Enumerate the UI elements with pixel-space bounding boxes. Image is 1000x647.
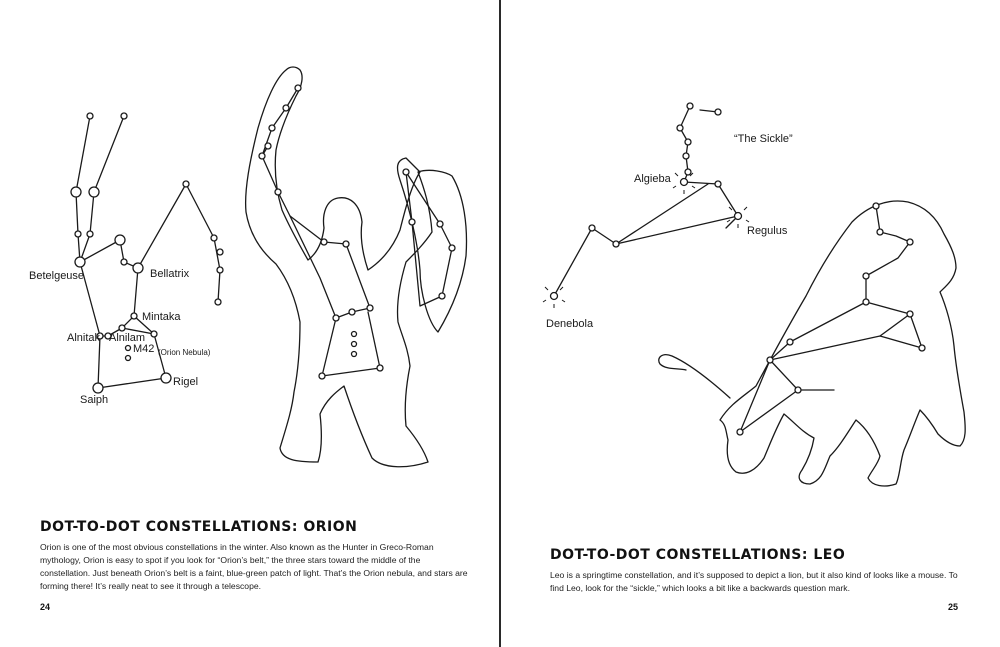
orion-heading: DOT-TO-DOT CONSTELLATIONS: ORION (40, 519, 358, 535)
lion-silhouette (720, 201, 965, 486)
label-m42: M42 (133, 343, 155, 355)
label-bellatrix: Bellatrix (150, 268, 190, 280)
leo-heading: DOT-TO-DOT CONSTELLATIONS: LEO (550, 547, 846, 563)
page-number-right: 25 (948, 602, 959, 612)
label-saiph: Saiph (80, 394, 109, 406)
label-m42-note: (Orion Nebula) (158, 348, 211, 357)
right-page (500, 0, 1000, 647)
leo-body-text: Leo is a springtime constellation, and it’s supposed to depict a lion, but it also kind of looks like a mouse. To find Leo, look for the “sickle,” which looks a bit like a backwards question mark. (550, 570, 958, 593)
orion-body-text: Orion is one of the most obvious constellations in the winter. Also known as the Hunter in Greco-Roman mythology, Orion is easy to spot if you look for “Orion’s belt,” the three stars toward the middle of the constellation. Just beneath Orion’s belt is a faint, blue-green patch of light. That’s the Orion nebula, and stars are forming there! It’s really neat to see it through a telescope. (40, 542, 468, 591)
label-alnitak: Alnitak (67, 332, 101, 344)
label-denebola: Denebola (546, 318, 594, 330)
page-number-left: 24 (40, 602, 51, 612)
label-alnilam: Alnilam (109, 332, 146, 344)
label-betelgeuse: Betelgeuse (29, 270, 85, 282)
label-regulus: Regulus (747, 225, 788, 237)
label-rigel: Rigel (173, 376, 199, 388)
label-algieba: Algieba (634, 173, 671, 185)
label-the-sickle: “The Sickle” (734, 133, 793, 145)
label-mintaka: Mintaka (142, 311, 181, 323)
hunter-silhouette (246, 67, 467, 467)
